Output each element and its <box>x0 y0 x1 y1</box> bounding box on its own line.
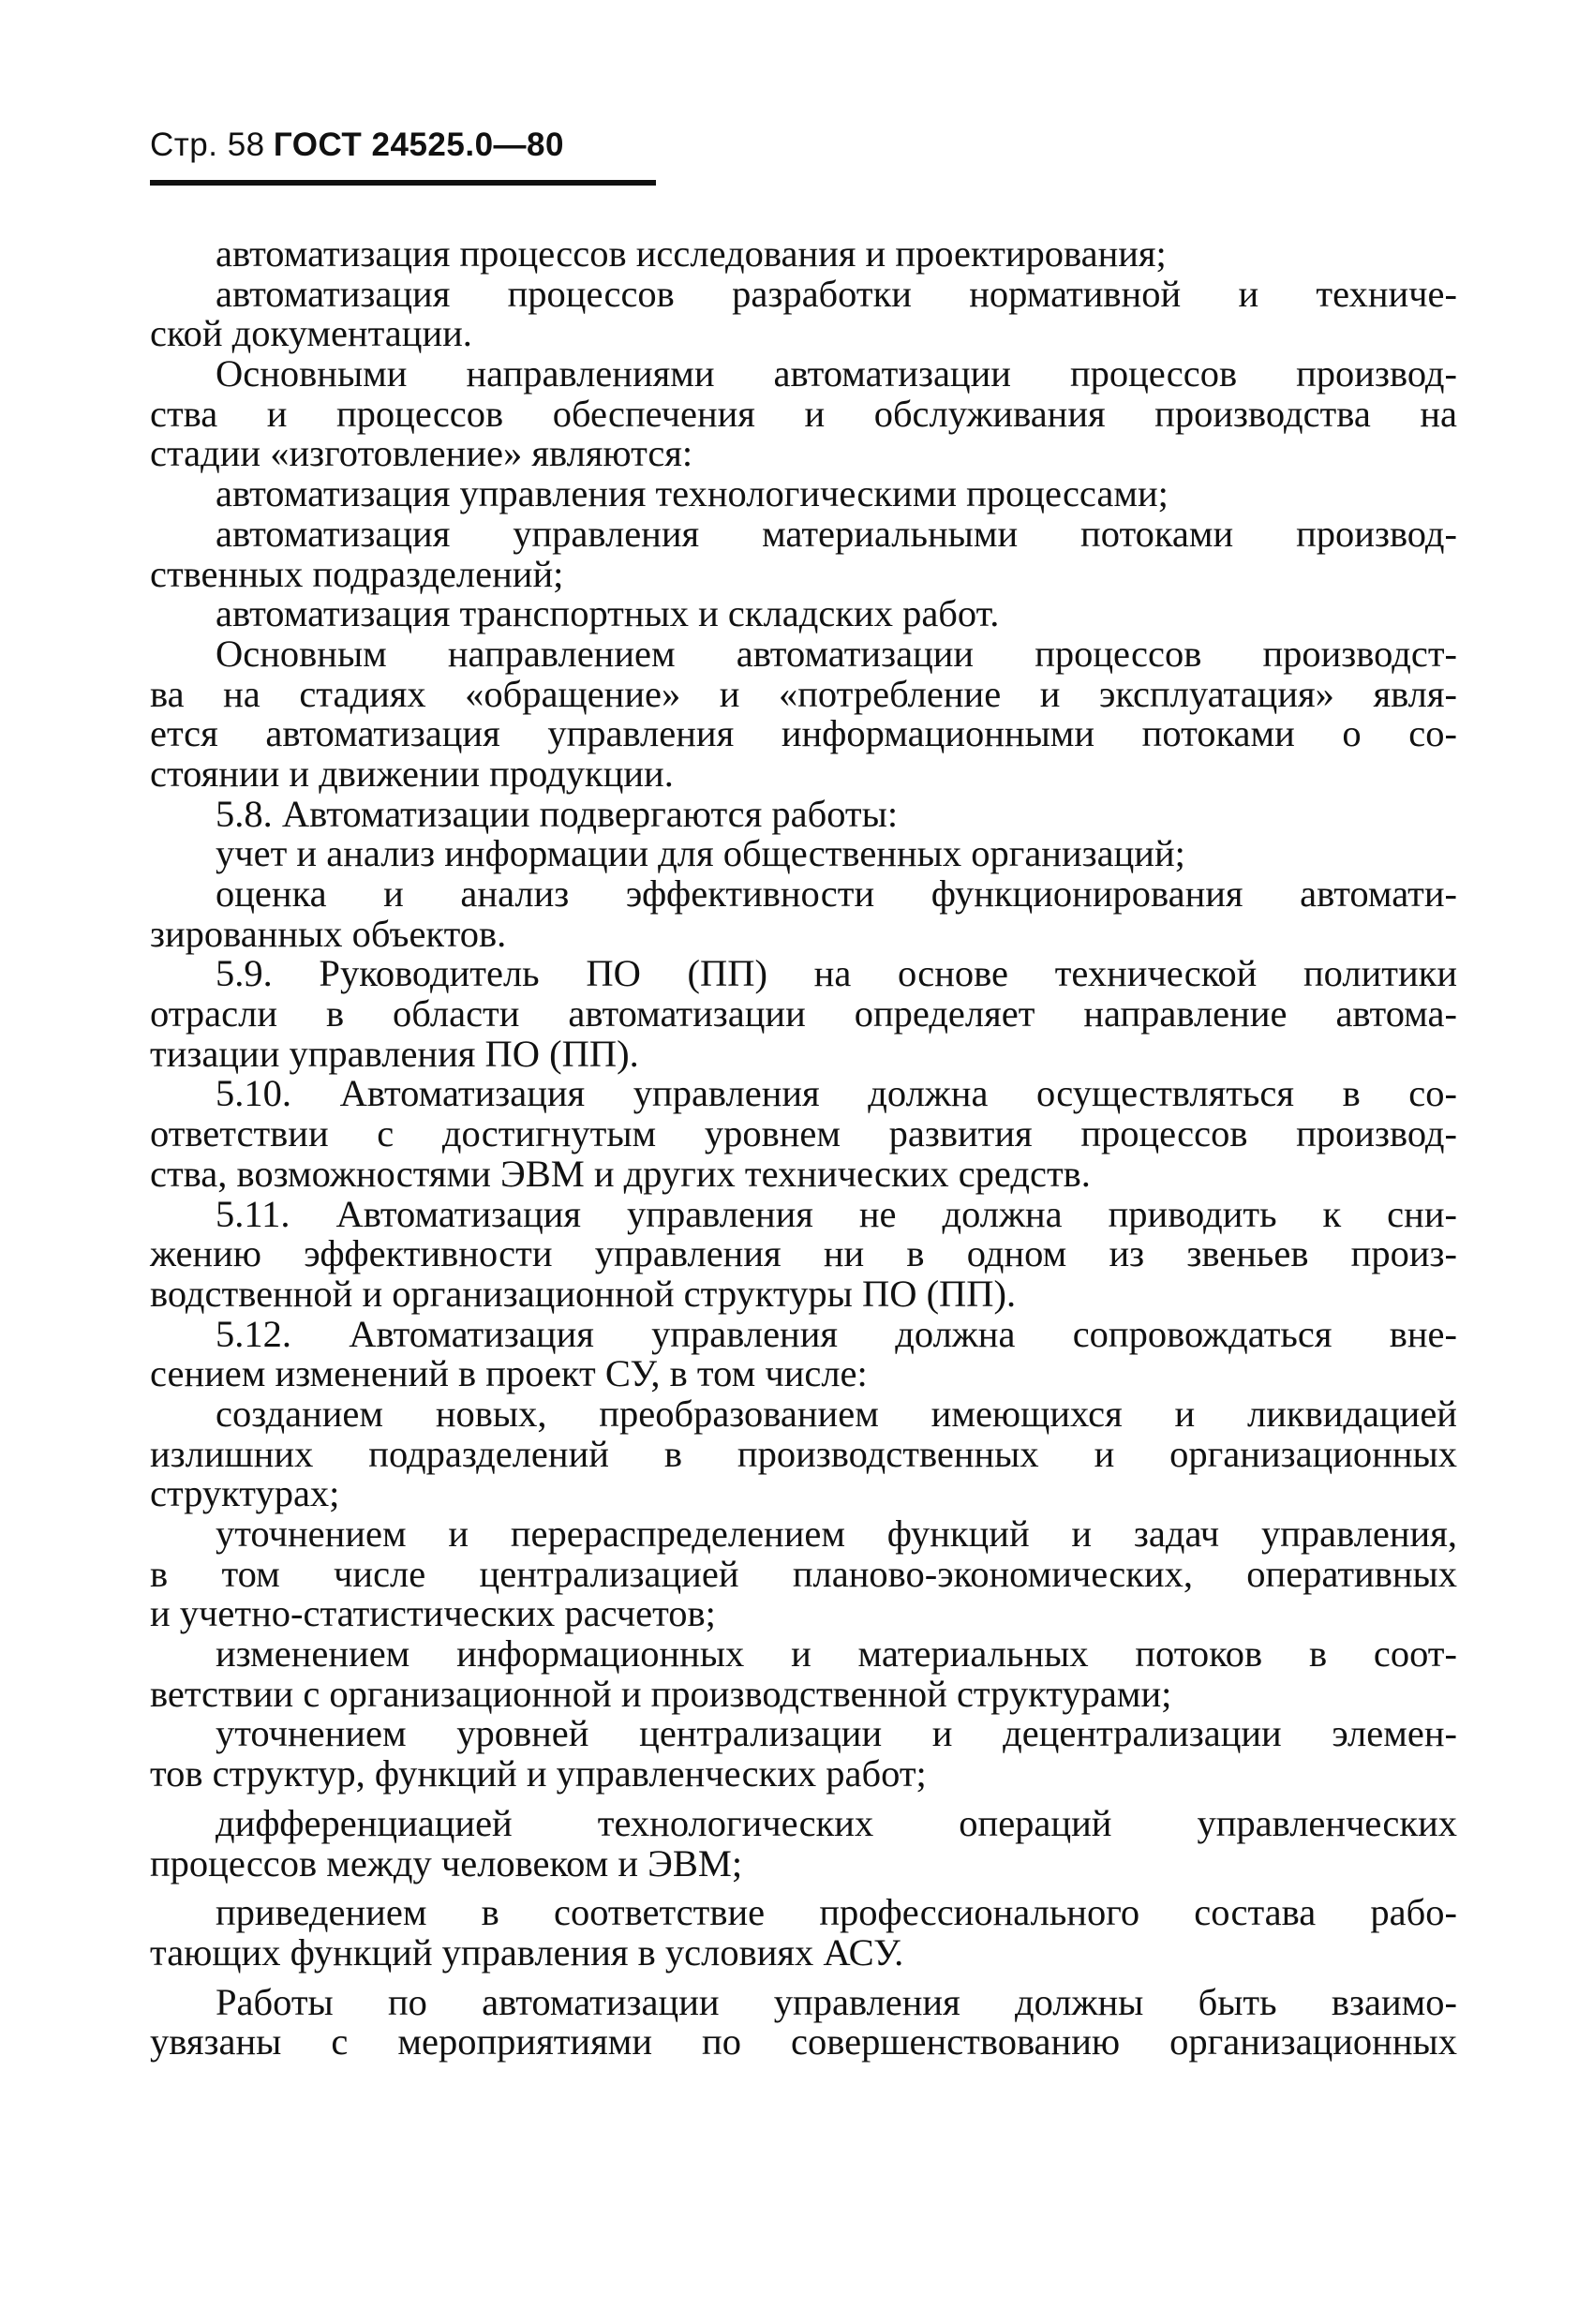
text-line: 5.11. Автоматизация управления не должна приводить к сни- <box>216 1192 1457 1235</box>
text-line: 5.9. Руководитель ПО (ПП) на основе технической политики <box>216 952 1457 995</box>
text-line: ва на стадиях «обращение» и «потребление и эксплуатация» явля- <box>150 672 1457 715</box>
text-line: и учетно-статистических расчетов; <box>150 1592 716 1635</box>
text-line: Основными направлениями автоматизации процессов производ- <box>216 352 1457 395</box>
text-line: автоматизация транспортных и складских работ. <box>216 592 1000 635</box>
text-line: тизации управления ПО (ПП). <box>150 1032 639 1075</box>
text-line: ется автоматизация управления информационными потоками о со- <box>150 712 1457 755</box>
running-header <box>150 127 564 164</box>
text-line: тающих функций управления в условиях АСУ. <box>150 1930 904 1974</box>
text-line: зированных объектов. <box>150 912 507 955</box>
text-line: дифференциацией технологических операций управленческих <box>216 1801 1457 1844</box>
text-line: ветствии с организационной и производственной структурами; <box>150 1672 1172 1715</box>
text-line: 5.8. Автоматизации подвергаются работы: <box>216 792 899 835</box>
text-line: ственных подразделений; <box>150 552 564 595</box>
text-line: автоматизация процессов исследования и проектирования; <box>216 232 1167 275</box>
text-line: ства, возможностями ЭВМ и других технических средств. <box>150 1152 1091 1195</box>
text-line: стадии «изготовление» являются: <box>150 432 693 475</box>
text-line: оценка и анализ эффективности функционирования автомати- <box>216 872 1457 915</box>
text-line: уточнением уровней централизации и децентрализации элемен- <box>216 1712 1457 1755</box>
text-line: приведением в соответствие профессионального состава рабо- <box>216 1891 1457 1934</box>
text-line: структурах; <box>150 1472 340 1515</box>
text-line: изменением информационных и материальных потоков в соот- <box>216 1632 1457 1676</box>
text-line: в том числе централизацией планово-экономических, оперативных <box>150 1552 1457 1595</box>
text-line: автоматизация управления технологическими процессами; <box>216 472 1169 515</box>
standard-designation: ГОСТ 24525.0—80 <box>273 127 564 163</box>
text-line: излишних подразделений в производственных и организационных <box>150 1432 1457 1475</box>
text-line: водственной и организационной структуры ПО (ПП). <box>150 1272 1017 1315</box>
text-line: увязаны с мероприятиями по совершенствованию организационных <box>150 2020 1457 2063</box>
text-line: ответствии с достигнутым уровнем развития процессов производ- <box>150 1112 1457 1155</box>
text-line: созданием новых, преобразованием имеющихся и ликвидацией <box>216 1392 1457 1435</box>
text-line: ства и процессов обеспечения и обслуживания производства на <box>150 392 1457 435</box>
header-rule <box>150 180 656 186</box>
text-line: сением изменений в проект СУ, в том числе: <box>150 1352 868 1395</box>
text-line: процессов между человеком и ЭВМ; <box>150 1841 743 1885</box>
text-line: уточнением и перераспределением функций и задач управления, <box>216 1512 1457 1555</box>
page-number: Стр. 58 <box>150 127 265 163</box>
text-line: ской документации. <box>150 312 472 355</box>
body-text <box>150 234 1457 2063</box>
text-line: автоматизация управления материальными потоками производ- <box>216 512 1457 555</box>
text-line: автоматизация процессов разработки нормативной и техниче- <box>216 272 1457 315</box>
text-line: 5.12. Автоматизация управления должна сопровождаться вне- <box>216 1312 1457 1355</box>
text-line: Работы по автоматизации управления должны быть взаимо- <box>216 1980 1457 2023</box>
text-line: 5.10. Автоматизация управления должна осуществляться в со- <box>216 1072 1457 1115</box>
text-line: Основным направлением автоматизации процессов производст- <box>216 632 1457 675</box>
text-line: жению эффективности управления ни в одном из звеньев произ- <box>150 1232 1457 1275</box>
text-line: тов структур, функций и управленческих работ; <box>150 1752 927 1795</box>
text-line: стоянии и движении продукции. <box>150 752 674 795</box>
text-line: учет и анализ информации для общественных организаций; <box>216 832 1185 875</box>
text-line: отрасли в области автоматизации определяет направление автома- <box>150 992 1457 1035</box>
